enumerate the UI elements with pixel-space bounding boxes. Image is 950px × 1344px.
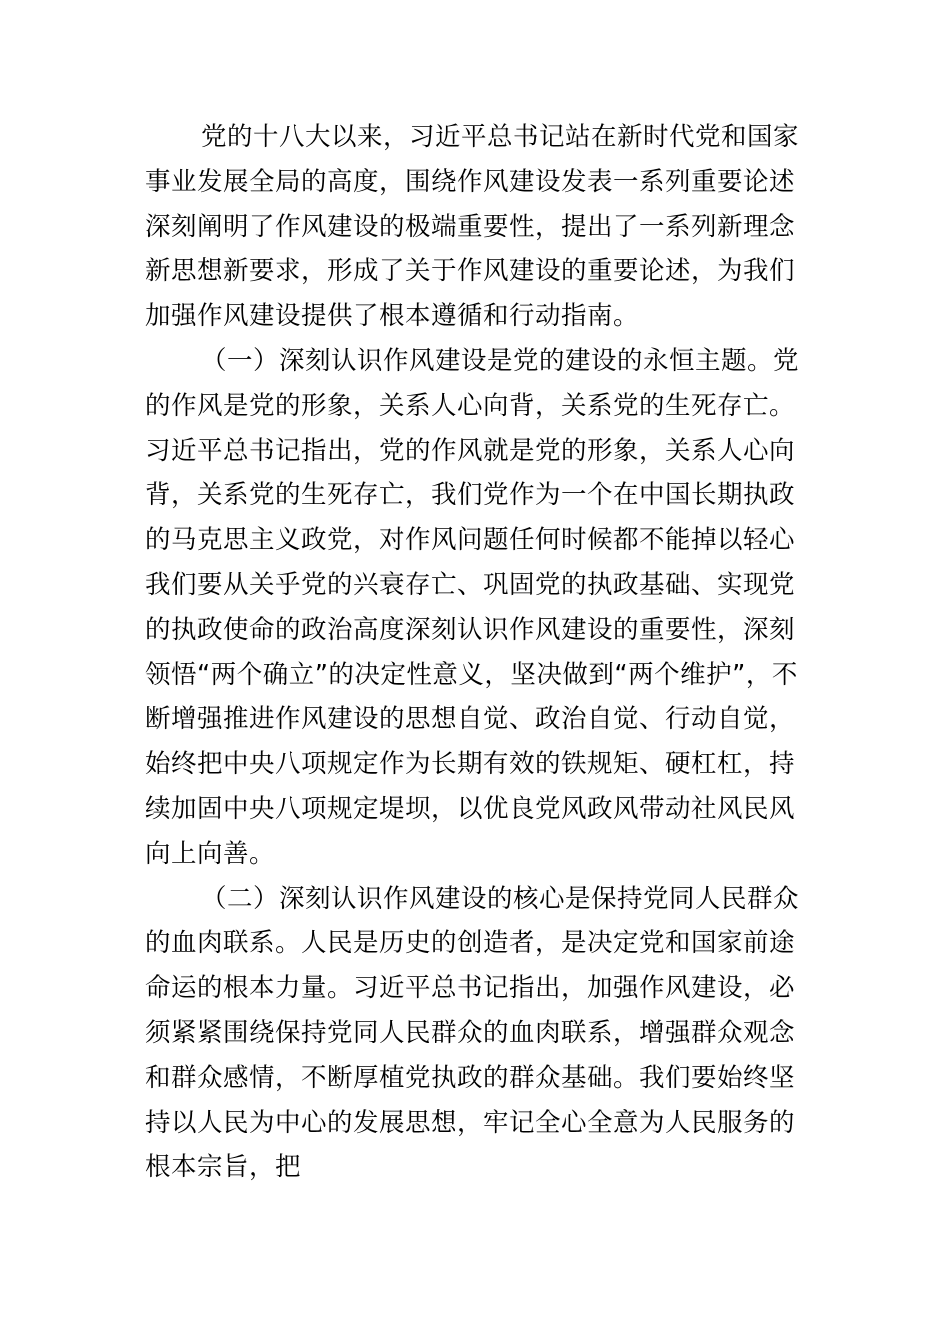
section-1-line-5: 的马克思主义政党，对作风问题任何时候都不能掉以轻心 xyxy=(145,525,796,556)
intro-line-5: 加强作风建设提供了根本遵循和行动指南。 xyxy=(145,301,640,332)
section-1-line-11: 续加固中央八项规定堤坝，以优良党风政风带动社风民风 xyxy=(145,793,796,824)
intro-line-4: 新思想新要求，形成了关于作风建设的重要论述，为我们 xyxy=(145,256,796,287)
section-1-line-8: 领悟“两个确立”的决定性意义，坚决做到“两个维护”，不 xyxy=(145,659,798,690)
section-2-line-7: 根本宗旨，把 xyxy=(145,1152,302,1183)
section-1-line-12: 向上向善。 xyxy=(145,838,276,869)
section-1-line-4: 背，关系党的生死存亡，我们党作为一个在中国长期执政 xyxy=(145,480,796,511)
intro-line-2: 事业发展全局的高度，围绕作风建设发表一系列重要论述 xyxy=(145,166,796,197)
body-text xyxy=(145,115,805,1190)
section-1-line-6: 我们要从关乎党的兴衰存亡、巩固党的执政基础、实现党 xyxy=(145,569,796,600)
intro-line-1: 党的十八大以来，习近平总书记站在新时代党和国家 xyxy=(201,122,800,152)
section-1-line-3: 习近平总书记指出，党的作风就是党的形象，关系人心向 xyxy=(145,435,796,466)
section-2-heading-line: （二）深刻认识作风建设的核心是保持党同人民群众 xyxy=(201,883,800,914)
section-2-line-4: 须紧紧围绕保持党同人民群众的血肉联系，增强群众观念 xyxy=(145,1017,796,1048)
section-1-line-2: 的作风是党的形象，关系人心向背，关系党的生死存亡。 xyxy=(145,390,796,421)
section-1-line-9: 断增强推进作风建设的思想自觉、政治自觉、行动自觉， xyxy=(145,704,796,735)
section-1-heading-line: （一）深刻认识作风建设是党的建设的永恒主题。党 xyxy=(201,345,800,376)
section-2-line-2: 的血肉联系。人民是历史的创造者，是决定党和国家前途 xyxy=(145,928,796,959)
section-2-line-5: 和群众感情，不断厚植党执政的群众基础。我们要始终坚 xyxy=(145,1062,796,1093)
section-2-line-6: 持以人民为中心的发展思想，牢记全心全意为人民服务的 xyxy=(145,1107,796,1138)
section-1-line-10: 始终把中央八项规定作为长期有效的铁规矩、硬杠杠，持 xyxy=(145,749,796,780)
section-2-line-3: 命运的根本力量。习近平总书记指出，加强作风建设，必 xyxy=(145,973,796,1004)
section-1-line-7: 的执政使命的政治高度深刻认识作风建设的重要性，深刻 xyxy=(145,614,796,645)
intro-line-3: 深刻阐明了作风建设的极端重要性，提出了一系列新理念 xyxy=(145,211,796,242)
